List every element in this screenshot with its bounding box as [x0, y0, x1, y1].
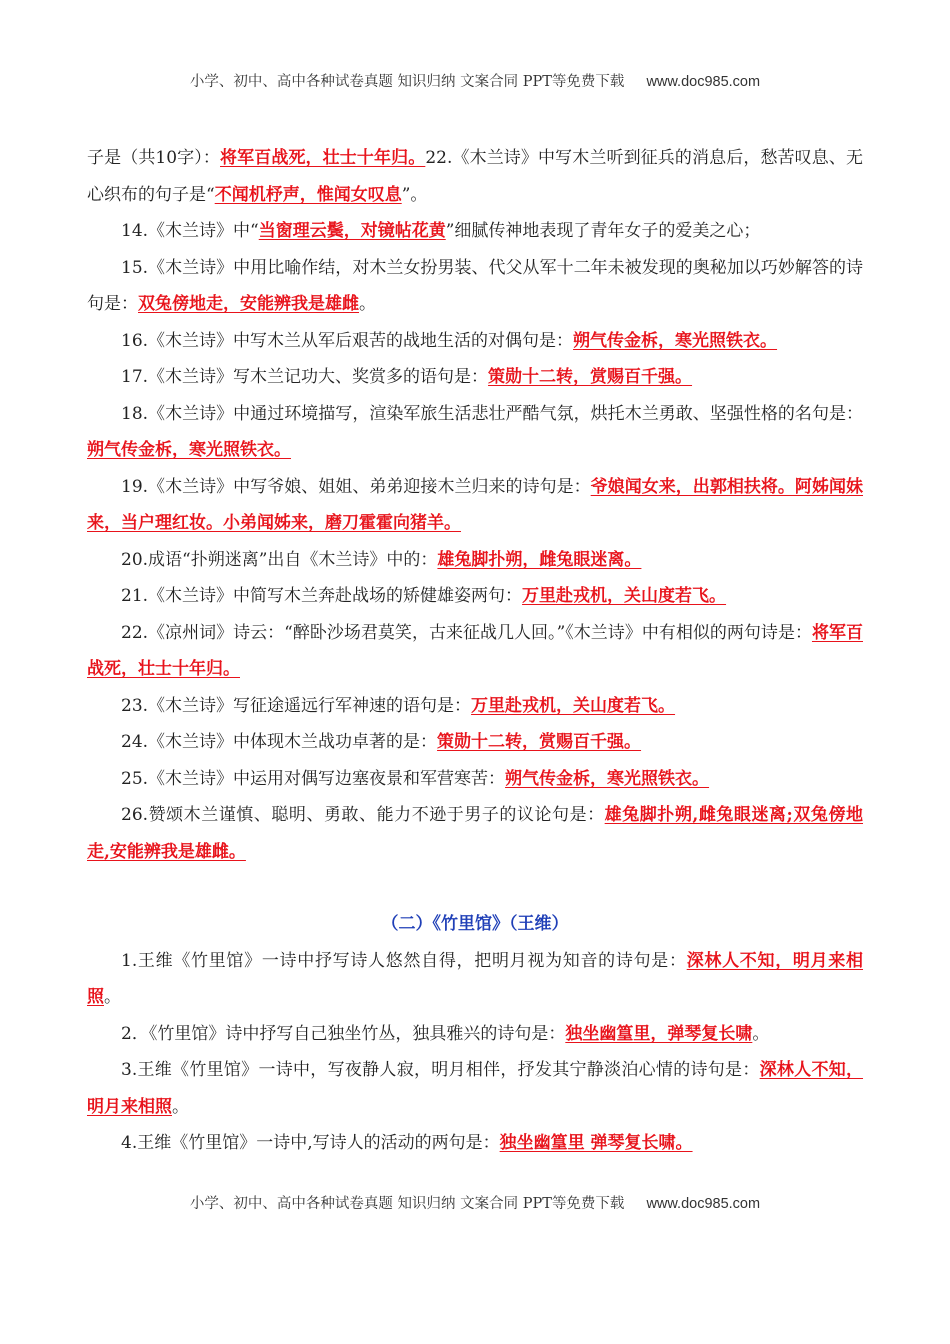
spacer	[87, 870, 863, 906]
answer: 万里赴戎机，关山度若飞。	[522, 586, 727, 606]
answer: 朔气传金柝，寒光照铁衣。	[87, 440, 291, 460]
answer: 策勋十二转，赏赐百千强。	[437, 732, 642, 752]
answer: 朔气传金柝，寒光照铁衣。	[573, 330, 778, 351]
answer: 将军百战死，壮士十年归。	[87, 622, 863, 679]
question-21: 21.《木兰诗》中简写木兰奔赴战场的矫健雄姿两句：万里赴戎机，关山度若飞。	[121, 586, 727, 606]
answer: 策勋十二转，赏赐百千强。	[488, 367, 693, 387]
paragraph-13-cont: 子是（共10字）：将军百战死，壮士十年归。22.《木兰诗》中写木兰听到征兵的消息后，愁苦叹息、无心织布的句子是“不闻机杼声，惟闻女叹息”。	[87, 148, 863, 205]
answer: 深林人不知，明月来相照	[87, 1060, 864, 1117]
question-14: 14.《木兰诗》中“当窗理云鬓，对镜帖花黄”细腻传神地表现了青年女子的爱美之心；	[121, 221, 761, 241]
page-footer	[0, 1192, 950, 1213]
zhuliguan-question-3: 3.王维《竹里馆》一诗中，写夜静人寂，明月相伴，抒发其宁静淡泊心情的诗句是：深林人不知，明月来相照。	[87, 1060, 864, 1117]
zhuliguan-question-4: 4.王维《竹里馆》一诗中,写诗人的活动的两句是：独坐幽篁里 弹琴复长啸。	[121, 1133, 693, 1153]
answer: 双兔傍地走，安能辨我是雄雌	[138, 294, 359, 314]
footer-text: 小学、初中、高中各种试卷真题 知识归纳 文案合同 PPT等免费下载	[189, 1196, 625, 1212]
document-body	[87, 140, 863, 1162]
question-22: 22.《凉州词》诗云：“醉卧沙场君莫笑，古来征战几人回。”《木兰诗》中有相似的两句诗是：将军百战死，壮士十年归。	[87, 622, 863, 679]
question-15: 15.《木兰诗》中用比喻作结，对木兰女扮男装、代父从军十二年未被发现的奥秘加以巧妙解答的诗句是：双兔傍地走，安能辨我是雄雌。	[87, 257, 863, 314]
question-24: 24.《木兰诗》中体现木兰战功卓著的是：策勋十二转，赏赐百千强。	[121, 732, 642, 752]
question-19: 19.《木兰诗》中写爷娘、姐姐、弟弟迎接木兰归来的诗句是：爷娘闻女来，出郭相扶将。阿姊闻妹来，当户理红妆。小弟闻姊来，磨刀霍霍向猪羊。	[87, 476, 863, 533]
answer: 雄兔脚扑朔,雌兔眼迷离;双兔傍地走,安能辨我是雄雌。	[87, 805, 863, 862]
question-25: 25.《木兰诗》中运用对偶写边塞夜景和军营寒苦：朔气传金柝，寒光照铁衣。	[121, 768, 710, 789]
question-26: 26.赞颂木兰谨慎、聪明、勇敢、能力不逊于男子的议论句是：雄兔脚扑朔,雌兔眼迷离;双兔傍地走,安能辨我是雄雌。	[87, 805, 863, 862]
page-header	[0, 70, 950, 91]
header-text: 小学、初中、高中各种试卷真题 知识归纳 文案合同 PPT等免费下载	[189, 74, 625, 90]
answer: 将军百战死，壮士十年归。	[220, 148, 426, 168]
answer: 万里赴戎机，关山度若飞。	[471, 695, 676, 716]
zhuliguan-question-1: 1.王维《竹里馆》一诗中抒写诗人悠然自得，把明月视为知音的诗句是：深林人不知，明月来相照。	[87, 950, 864, 1007]
answer: 朔气传金柝，寒光照铁衣。	[505, 768, 710, 789]
question-18: 18.《木兰诗》中通过环境描写，渲染军旅生活悲壮严酷气氛，烘托木兰勇敢、坚强性格的名句是：朔气传金柝，寒光照铁衣。	[87, 403, 863, 460]
answer: 雄兔脚扑朔，雌兔眼迷离。	[437, 549, 642, 570]
answer: 独坐幽篁里 弹琴复长啸。	[499, 1133, 693, 1153]
answer: 爷娘闻女来，出郭相扶将。阿姊闻妹来，当户理红妆。小弟闻姊来，磨刀霍霍向猪羊。	[87, 476, 863, 533]
footer-site: www.doc985.com	[646, 1196, 761, 1212]
answer: 当窗理云鬓，对镜帖花黄	[258, 221, 446, 241]
answer: 不闻机杼声，惟闻女叹息	[214, 184, 402, 205]
question-23: 23.《木兰诗》写征途遥远行军神速的语句是：万里赴戎机，关山度若飞。	[121, 695, 676, 716]
answer: 深林人不知，明月来相照	[87, 950, 864, 1007]
question-20: 20.成语“扑朔迷离”出自《木兰诗》中的：雄兔脚扑朔，雌兔眼迷离。	[121, 549, 642, 570]
section-title: （二）《竹里馆》（王维）	[381, 914, 569, 934]
answer: 独坐幽篁里，弹琴复长啸	[565, 1023, 753, 1044]
question-16: 16.《木兰诗》中写木兰从军后艰苦的战地生活的对偶句是：朔气传金柝，寒光照铁衣。	[121, 330, 778, 351]
zhuliguan-question-2: 2．《竹里馆》诗中抒写自己独坐竹丛，独具雅兴的诗句是：独坐幽篁里，弹琴复长啸。	[121, 1023, 770, 1044]
question-17: 17.《木兰诗》写木兰记功大、奖赏多的语句是：策勋十二转，赏赐百千强。	[121, 367, 693, 387]
header-site: www.doc985.com	[646, 74, 761, 90]
